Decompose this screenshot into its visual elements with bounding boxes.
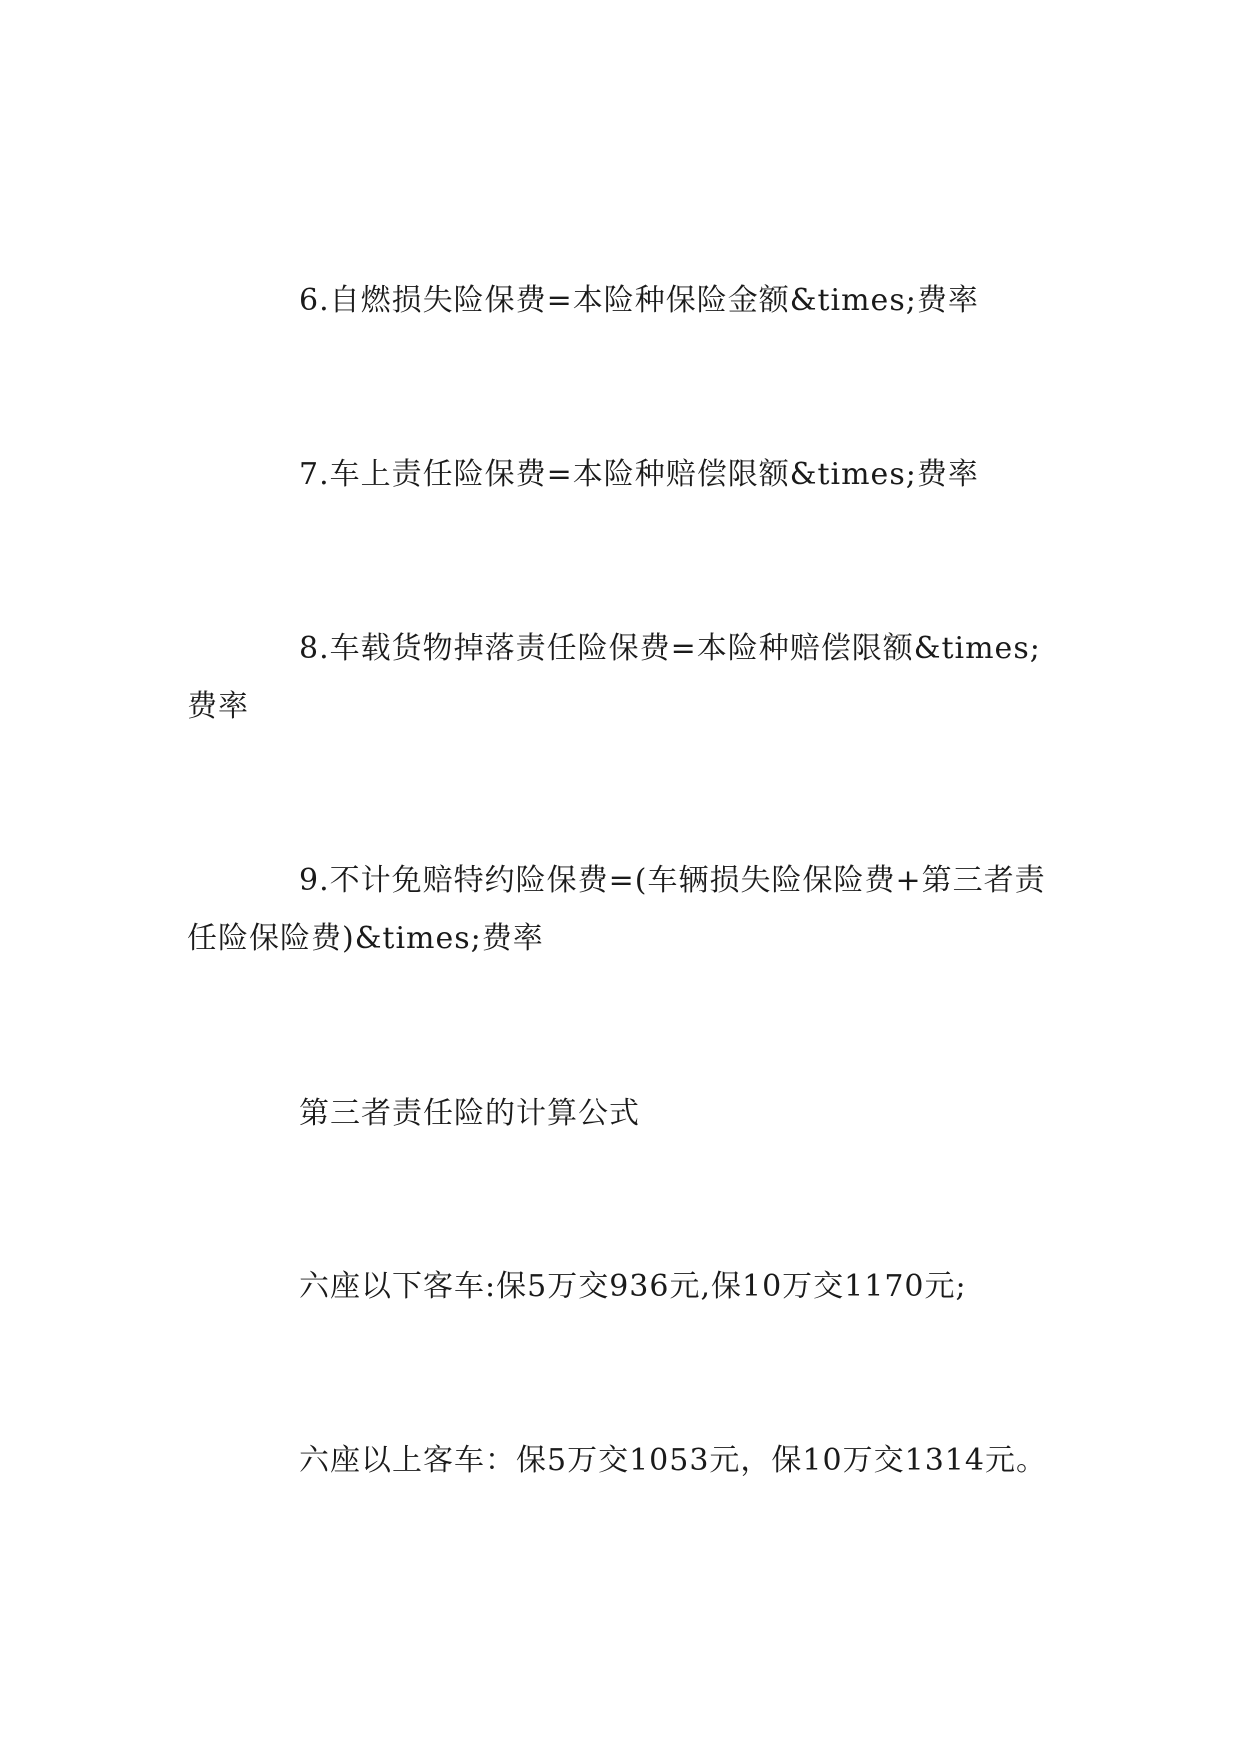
paragraph-onboard-liability-premium: 7.车上责任险保费=本险种赔偿限额&times;费率 — [299, 457, 979, 492]
paragraph-self-ignition-premium: 6.自燃损失险保费=本险种保险金额&times;费率 — [299, 283, 979, 318]
paragraph-cargo-drop-liability-premium: 8.车载货物掉落责任险保费=本险种赔偿限额&times;费率 — [187, 631, 1041, 724]
paragraph-deductible-waiver-premium: 9.不计免赔特约险保费=(车辆损失险保险费+第三者责任险保险费)&times;费率 — [187, 863, 1046, 956]
paragraph-over-six-seat-rates: 六座以上客车：保5万交1053元，保10万交1314元。 — [299, 1443, 1047, 1478]
paragraph-under-six-seat-rates: 六座以下客车:保5万交936元,保10万交1170元; — [299, 1269, 967, 1304]
section-heading-third-party-formula: 第三者责任险的计算公式 — [299, 1096, 640, 1131]
